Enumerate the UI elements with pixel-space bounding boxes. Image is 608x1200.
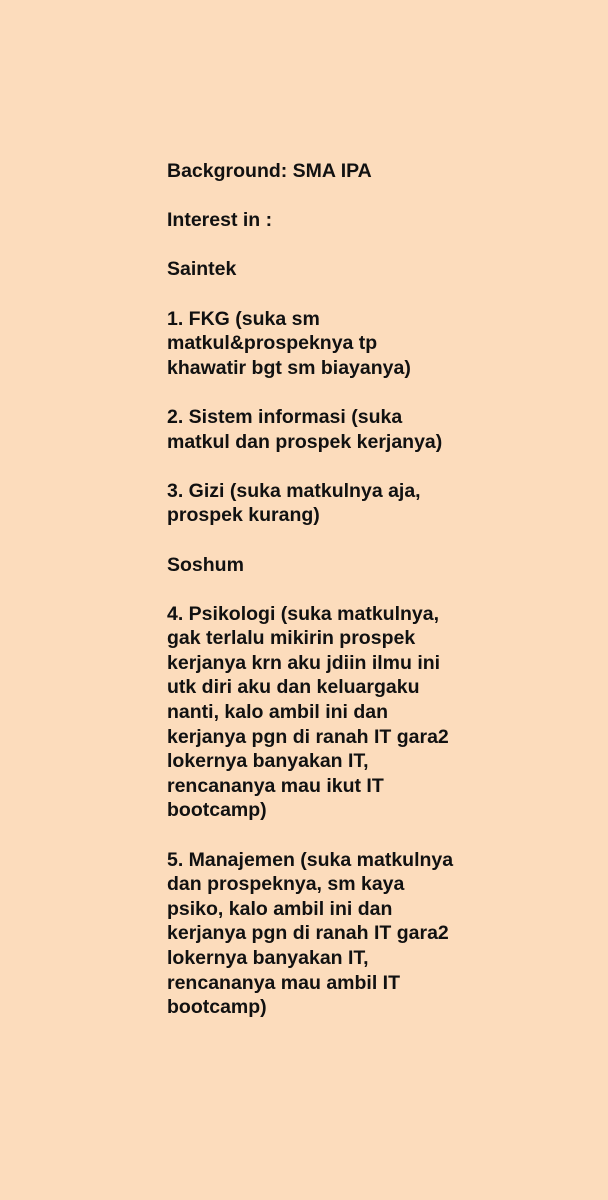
list-item-gizi: 3. Gizi (suka matkulnya aja, prospek kurang) — [167, 479, 421, 527]
list-item-fkg: 1. FKG (suka sm matkul&prospeknya tp khawatir bgt sm biayanya) — [167, 307, 411, 379]
soshum-heading: Soshum — [167, 553, 244, 576]
list-item-sistem-informasi: 2. Sistem informasi (suka matkul dan prospek kerjanya) — [167, 405, 443, 453]
background-line: Background: SMA IPA — [167, 160, 372, 182]
list-item-manajemen: 5. Manajemen (suka matkulnya dan prospeknya, sm kaya psiko, kalo ambil ini dan kerjanya pgn di ranah IT gara2 lokernya banyakan IT, rencananya mau ambil IT bootcamp) — [167, 848, 454, 1019]
list-item-psikologi: 4. Psikologi (suka matkulnya, gak terlalu mikirin prospek kerjanya krn aku jdiin ilmu ini utk diri aku dan keluargaku nanti, kalo ambil ini dan kerjanya pgn di ranah IT gara2 lokernya banyakan IT, rencananya mau ikut IT bootcamp) — [167, 602, 449, 822]
note-text-block — [167, 159, 457, 1044]
saintek-heading: Saintek — [167, 258, 237, 281]
interest-line: Interest in : — [167, 209, 273, 232]
